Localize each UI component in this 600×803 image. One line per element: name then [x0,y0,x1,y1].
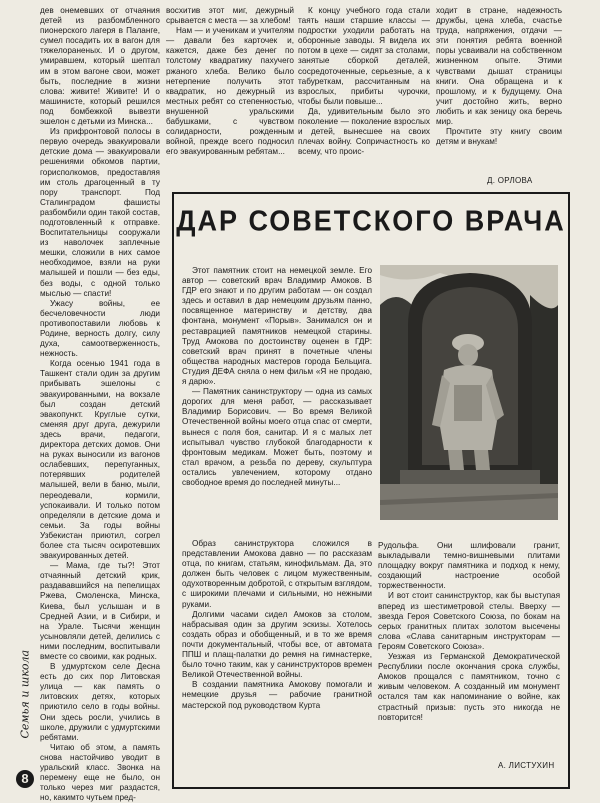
column-2 [166,6,294,157]
paragraph: К концу учебного года стали таять наши старшие классы — подростки уходили работать на оборонные заводы. Я видела их потом в цехе — сидят за столами, занятые сборкой деталей, сосредоточенные, серьезные, а к табуреткам, рассчитанным на взрослых, прибиты чурочки, чтобы были повыше... [298,6,430,106]
paragraph: Когда осенью 1941 года в Ташкент стали один за другим прибывать эшелоны с эвакуированными, на вокзале был создан детский эвакопункт. Круглые сутки, сменяя друг друга, дежурили здесь врачи, педагоги, директора детских домов. Они на руках выносили из вагонов ослабевших, перепуганных, потерявших родителей малышей, вели в баню, мыли, переодевали, кормили, успокаивали. И только потом определяли в детские дома и семьи. За годы войны Узбекистан приютил, согрел более ста тысяч осиротевших эвакуированных детей. [40,359,160,561]
paragraph: Да, удивительным было это поколение — поколение взрослых и детей, вынесшее на своих плечах войну. Сопричастность ко всему, что проис- [298,106,430,157]
paragraph: ходит в стране, надежность дружбы, цена хлеба, счастье труда, напряжения, отдачи — эти понятия ребята военной поры усваивали на собственном жизненном опыте. Этими чувствами дышат страницы книги. Она обращена и к прошлому, и к будущему. Она учит достойно жить, верно любить и как зеницу ока беречь мир. [436,6,562,127]
article-column-1 [182,266,372,488]
paragraph: восхитив этот миг, дежурный срывается с места — за хлебом! [166,6,294,26]
column-4 [436,6,562,147]
article-title: ДАР СОВЕТСКОГО ВРАЧА [176,205,566,237]
paragraph: В создании памятника Амокову помогали и немецкие друзья — рабочие гранитной мастерской под руководством Курта [182,680,372,710]
author-signature: Д. ОРЛОВА [487,176,533,185]
paragraph: В удмуртском селе Десна есть до сих пор Литовская улица — как память о литовских детях, которых приютило село в годы войны. Они здесь росли, учились в школе, дружили с удмуртскими ребятами. [40,662,160,742]
paragraph: Уезжая из Германской Демократической Республики после окончания срока службы, Амоков прощался с памятником, точно с живым человеком. А созданный им монумент остался там как напоминание о войне, как страстный призыв: пусть это никогда не повторится! [378,652,560,722]
column-3 [298,6,430,157]
paragraph: Образ санинструктора сложился в представлении Амокова давно — по рассказам отца, по книгам, статьям, кинофильмам. Да, это должен быть человек с лицом мужественным, одухотворенным добротой, с открытым взглядом, с широкими плечами и сильными, но нежными руками. [182,539,372,609]
paragraph: — Памятник санинструктору — одна из самых дорогих для меня работ, — рассказывает Владимир Борисович. — Во время Великой Отечественной войны моего отца спас от смерти, вынеся с поля боя, санитар. И я с малых лет испытывал чувство глубокой благодарности к фронтовым медикам. Может быть, поэтому и стал врачом, а резьба по дереву, скульптура остались увлечением, которому отдано свободное время до последней минуты... [182,387,372,487]
paragraph: Прочтите эту книгу своим детям и внукам! [436,127,562,147]
monument-photo [380,265,558,520]
paragraph: Читаю об этом, а память снова настойчиво уводит в уральский класс. Звонка на перемену еще не было, он только через миг раздастся, но, какимто чутьем пред- [40,742,160,803]
paragraph: Рудольфа. Они шлифовали гранит, выкладывали темно-вишневыми плитами площадку вокруг памятника и подход к нему, создающий настроение особой торжественности. [378,541,560,591]
article-column-2 [182,539,372,711]
paragraph: И вот стоит санинструктор, как бы выступая вперед из шестиметровой стелы. Вверху — звезда Героя Советского Союза, по бокам на серых гранитных плитах золотом высечены слова «Слава санитарным инструкторам — Героям Советского Союза». [378,591,560,651]
page-number: 8 [16,770,34,788]
paragraph: — Мама, где ты?! Этот отчаянный детский крик, раздававшийся на пепелищах Ржева, Смоленска, Минска, Киева, был услышан и в Средней Азии, и в Сибири, и на Урале. Тысячи женщин усыновляли детей, делились с ними последним, воспитывали вместе со своими, как родных. [40,561,160,661]
column-1 [40,6,160,803]
paragraph: Из прифронтовой полосы в первую очередь эвакуировали детские дома — эвакуировали решениями обкомов партии, горисполкомов, предоставляя им столь драгоценный в ту пору транспорт. Под Сталинградом фашисты разбомбили один такой состав, подготовленный к отправке. Воспитательницы сооружали из наволочек заплечные мешки, сложили в них самое необходимое, взяли на руки малышей и пошли — без еды, без воды, с одной только мыслью — спасти! [40,127,160,298]
paragraph: Долгими часами сидел Амоков за столом, набрасывая один за другим эскизы. Хотелось создать образ и обобщенный, и в то же время почти документальный, чтобы все, от автомата ППШ и плащ-палатки до ремня на гимнастерке, было точно таким, как у санинструкторов времен Великой Отечественной войны. [182,609,372,680]
paragraph: Нам — и ученикам и учителям — давали без карточек и, кажется, даже без денег по толстому квадратику пахучего ржаного хлеба. Велико было нетерпение получить этот квадратик, но дежурный из местных ребят со степенностью, внушенной уральскими бабушками, с чувством солидарности, рожденным войной, прежде всего подносил его эвакуированным ребятам... [166,26,294,157]
article-column-3 [378,541,560,723]
paragraph: Ужасу войны, ее бесчеловечности люди противопоставили любовь к Родине, верность долгу, силу духа, самоотверженность, нежность. [40,298,160,359]
magazine-name: Семья и школа [18,649,32,739]
article-signature: А. ЛИСТУХИН [498,761,555,770]
paragraph: дев онемевших от отчаяния детей из разбомбленного пионерского лагеря в Паланге, сумел посадить их в вагон для тяжелораненых. И о другом, умиравшем, который шептал им в этом вагоне свои, может быть, последние в жизни слова: живите! Живите! И о машинисте, который решился под бомбежкой вывезти эшелон с детьми из Минска... [40,6,160,127]
paragraph: Этот памятник стоит на немецкой земле. Его автор — советский врач Владимир Амоков. В ГДР его знают и по другим работам — он создал здесь и оставил в дар немецким друзьям панно, посвященное материнству и детству, два фонтана, монумент «Порыв». Занимался он и реставрацией памятников немецкой старины. Труд Амокова по достоинству оценен в ГДР: советский врач принят в почетные члены общества народных мастеров города Бельцига. Студия ДЕФА сняла о нем фильм «Я не продаю, я дарю». [182,266,372,387]
